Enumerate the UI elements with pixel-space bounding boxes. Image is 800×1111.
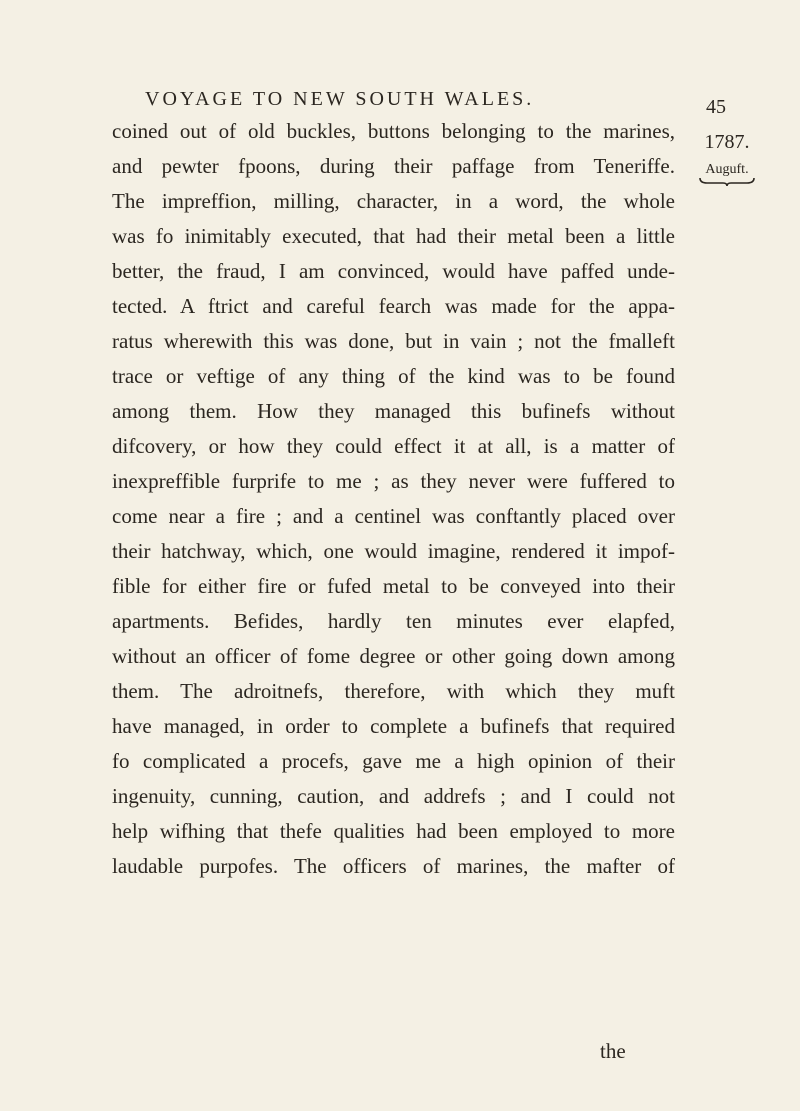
text-line: them. The adroitnefs, therefore, with which they muft (112, 679, 675, 703)
text-line: was fo inimitably executed, that had their metal been a little (112, 224, 675, 248)
page-number: 45 (706, 96, 726, 118)
margin-month: Auguft. (705, 162, 749, 177)
margin-brace-icon (699, 177, 755, 187)
running-title: VOYAGE TO NEW SOUTH WALES. (145, 88, 535, 110)
text-line: better, the fraud, I am convinced, would have paffed unde- (112, 259, 675, 283)
text-line: fo complicated a procefs, gave me a high opinion of their (112, 749, 675, 773)
text-line: The impreffion, milling, character, in a word, the whole (112, 189, 675, 213)
text-line: among them. How they managed this bufinefs without (112, 399, 675, 423)
text-line: inexpreffible furprife to me ; as they never were fuffered to (112, 469, 675, 493)
text-line: trace or veftige of any thing of the kind was to be found (112, 364, 675, 388)
text-line: their hatchway, which, one would imagine, rendered it impof- (112, 539, 675, 563)
text-line: have managed, in order to complete a bufinefs that required (112, 714, 675, 738)
text-line: fible for either fire or fufed metal to be conveyed into their (112, 574, 675, 598)
text-line: ratus wherewith this was done, but in vain ; not the fmalleft (112, 329, 675, 353)
text-line: ingenuity, cunning, caution, and addrefs ; and I could not (112, 784, 675, 808)
text-line: tected. A ftrict and careful fearch was made for the appa- (112, 294, 675, 318)
text-line: and pewter fpoons, during their paffage from Teneriffe. (112, 154, 675, 178)
text-line: come near a fire ; and a centinel was conftantly placed over (112, 504, 675, 528)
body-text (112, 114, 675, 884)
text-line: apartments. Befides, hardly ten minutes ever elapfed, (112, 609, 675, 633)
text-line: help wifhing that thefe qualities had been employed to more (112, 819, 675, 843)
text-line: laudable purpofes. The officers of marines, the mafter of (112, 854, 675, 878)
margin-note (692, 130, 762, 187)
margin-year: 1787. (704, 131, 750, 153)
text-line: coined out of old buckles, buttons belonging to the marines, (112, 119, 675, 143)
text-line: difcovery, or how they could effect it at all, is a matter of (112, 434, 675, 458)
catchword: the (600, 1039, 626, 1063)
text-line: without an officer of fome degree or other going down among (112, 644, 675, 668)
